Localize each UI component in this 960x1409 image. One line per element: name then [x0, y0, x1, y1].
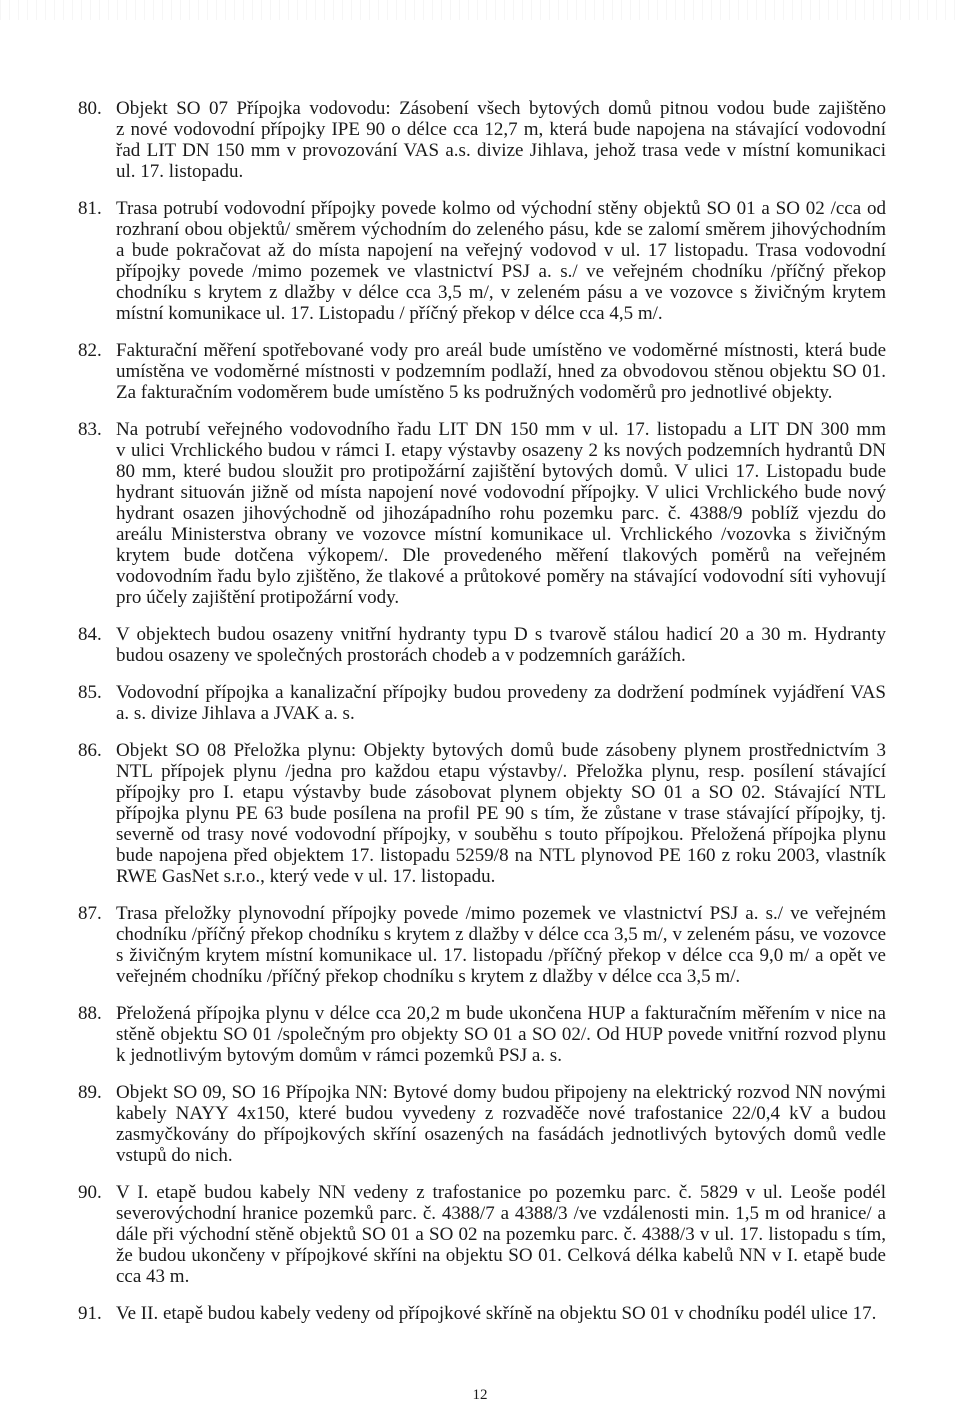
- paragraph-line: Objekt SO 08 Přeložka plynu: Objekty bytových domů bude zásobeny plynem prostřednictvím 3: [116, 740, 886, 761]
- numbered-paragraph: [78, 682, 886, 724]
- paragraph-line: Objekt SO 09, SO 16 Přípojka NN: Bytové domy budou připojeny na elektrický rozvod NN novými: [116, 1082, 886, 1103]
- paragraph-line: V I. etapě budou kabely NN vedeny z trafostanice po pozemku parc. č. 5829 v ul. Leoše podél: [116, 1182, 886, 1203]
- numbered-paragraph: [78, 198, 886, 324]
- paragraph-line: přípojka plynu PE 63 bude posílena na profil PE 90 s tím, že zůstane v trase stávající přípojky, tj.: [116, 803, 886, 824]
- numbered-paragraph: [78, 1003, 886, 1066]
- paragraph-line: v ulici Vrchlického budou v rámci I. etapy výstavby osazeny 2 ks nových podzemních hydrantů DN: [116, 440, 886, 461]
- paragraph-line: severně od trasy nové vodovodní přípojky, v souběhu s touto přípojkou. Přeložená přípojka plynu: [116, 824, 886, 845]
- paragraph-line: NTL přípojek plynu /jedna pro každou etapu výstavby/. Přeložka plynu, resp. posílení stávající: [116, 761, 886, 782]
- paragraph-line: hydrant situován jižně od místa napojení nové vodovodní přípojky. V ulici Vrchlického bude nový: [116, 482, 886, 503]
- paragraph-text: [116, 682, 886, 724]
- numbered-paragraph: [78, 1182, 886, 1287]
- paragraph-line: Trasa potrubí vodovodní přípojky povede kolmo od východní stěny objektů SO 01 a SO 02 /cca od: [116, 198, 886, 219]
- paragraph-line: veřejném chodníku /příčný překop chodníku s krytem z dlažby v délce cca 3,5 m/.: [116, 966, 741, 987]
- paragraph-line: Vodovodní přípojka a kanalizační přípojky budou provedeny za dodržení podmínek vyjádření VAS: [116, 682, 886, 703]
- paragraph-line: chodníku /příčný překop chodníku s krytem z dlažby v délce cca 3,5 m/, v zeleném pásu, ve vozovce: [116, 924, 886, 945]
- paragraph-line: Objekt SO 07 Přípojka vodovodu: Zásobení všech bytových domů pitnou vodou bude zajištěno: [116, 98, 886, 119]
- paragraph-line: ul. 17. listopadu.: [116, 161, 244, 182]
- paragraph-line: řad LIT DN 150 mm v provozování VAS a.s. divize Jihlava, jehož trasa vede v místní komunikaci: [116, 140, 886, 161]
- page-number: 12: [472, 1387, 488, 1403]
- paragraph-number: 83.: [78, 419, 102, 440]
- paragraph-line: severovýchodní hranice pozemků parc. č. 4388/7 a 4388/3 /ve vzdálenosti min. 1,5 m od hranice/ a: [116, 1203, 886, 1224]
- paragraph-text: [116, 1303, 886, 1324]
- paragraph-number: 80.: [78, 98, 102, 119]
- paragraph-line: areálu Ministerstva obrany ve vozovce místní komunikace ul. Vrchlického /vozovka s živičným: [116, 524, 886, 545]
- paragraph-line: budou osazeny ve společných prostorách chodeb a v podzemních garážích.: [116, 645, 686, 666]
- numbered-paragraph: [78, 98, 886, 182]
- paragraph-text: [116, 1003, 886, 1066]
- numbered-paragraph: [78, 340, 886, 403]
- paragraph-line: přípojky pro I. etapu výstavby bude zásobovat plynem objekty SO 01 a SO 02. Stávající NTL: [116, 782, 886, 803]
- paragraph-text: [116, 98, 886, 182]
- paragraph-text: [116, 340, 886, 403]
- paragraph-line: Přeložená přípojka plynu v délce cca 20,2 m bude ukončena HUP a fakturačním měřením v nice na: [116, 1003, 886, 1024]
- paragraph-line: Trasa přeložky plynovodní přípojky povede /mimo pozemek ve vlastnictví PSJ a. s./ ve veřejném: [116, 903, 886, 924]
- paragraph-line: místní komunikace ul. 17. Listopadu / příčný překop v délce cca 4,5 m/.: [116, 303, 663, 324]
- paragraph-number: 81.: [78, 198, 102, 219]
- document-body: [78, 98, 886, 1340]
- paragraph-line: Fakturační měření spotřebované vody pro areál bude umístěno ve vodoměrné místnosti, která bude: [116, 340, 886, 361]
- paragraph-number: 82.: [78, 340, 102, 361]
- numbered-paragraph: [78, 903, 886, 987]
- paragraph-text: [116, 740, 886, 887]
- paragraph-text: [116, 1082, 886, 1166]
- paragraph-line: a. s. divize Jihlava a JVAK a. s.: [116, 703, 355, 724]
- paragraph-line: 80 mm, které budou sloužit pro protipožární zajištění bytových domů. V ulici 17. Listopadu bude: [116, 461, 886, 482]
- numbered-paragraph: [78, 1082, 886, 1166]
- paragraph-line: k jednotlivým bytovým domům v rámci pozemků PSJ a. s.: [116, 1045, 562, 1066]
- numbered-paragraph: [78, 624, 886, 666]
- paragraph-line: vodovodním řadu bylo zjištěno, že tlakové a průtokové poměry na stávající vodovodní síti vyhovují: [116, 566, 886, 587]
- paragraph-number: 86.: [78, 740, 102, 761]
- paragraph-line: přípojky povede /mimo pozemek ve vlastnictví PSJ a. s./ ve veřejném chodníku /příčný překop: [116, 261, 886, 282]
- paragraph-text: [116, 198, 886, 324]
- paragraph-line: bude napojena před objektem 17. listopadu 5259/8 na NTL plynovod PE 160 z roku 2003, vlastník: [116, 845, 886, 866]
- paragraph-line: s živičným krytem místní komunikace ul. 17. listopadu /příčný překop v délce cca 9,0 m/ a opět ve: [116, 945, 886, 966]
- paragraph-number: 90.: [78, 1182, 102, 1203]
- paragraph-text: [116, 419, 886, 608]
- paragraph-number: 84.: [78, 624, 102, 645]
- paragraph-text: [116, 903, 886, 987]
- paragraph-line: že budou ukončeny v přípojkové skříni na objektu SO 01. Celková délka kabelů NN v I. etapě bude: [116, 1245, 886, 1266]
- paragraph-number: 91.: [78, 1303, 102, 1324]
- paragraph-line: Ve II. etapě budou kabely vedeny od přípojkové skříně na objektu SO 01 v chodníku podél ulice 17.: [116, 1303, 877, 1324]
- paragraph-line: Na potrubí veřejného vodovodního řadu LIT DN 150 mm v ul. 17. listopadu a LIT DN 300 mm: [116, 419, 886, 440]
- paragraph-line: V objektech budou osazeny vnitřní hydranty typu D s tvarově stálou hadicí 20 a 30 m. Hydranty: [116, 624, 886, 645]
- paragraph-number: 88.: [78, 1003, 102, 1024]
- numbered-paragraph: [78, 419, 886, 608]
- paragraph-line: krytem bude dotčena výkopem/. Dle provedeného měření tlakových poměrů na veřejném: [116, 545, 886, 566]
- paragraph-line: a bude pokračovat až do místa napojení na veřejný vodovod v ul. 17 listopadu. Trasa vodovodní: [116, 240, 886, 261]
- paragraph-text: [116, 1182, 886, 1287]
- paragraph-line: cca 43 m.: [116, 1266, 190, 1287]
- numbered-paragraph: [78, 740, 886, 887]
- paragraph-number: 85.: [78, 682, 102, 703]
- paragraph-line: rozhraní obou objektů/ směrem východním do zeleného pásu, kde se zalomí směrem jihovýchodním: [116, 219, 886, 240]
- paragraph-line: dále při východní stěně objektů SO 01 a SO 02 na pozemku parc. č. 4388/3 v ul. 17. listopadu s tím,: [116, 1224, 886, 1245]
- paragraph-line: umístěna ve vodoměrné místnosti v podzemním podlaží, hned za obvodovou stěnou objektu SO 01.: [116, 361, 886, 382]
- paragraph-line: z nové vodovodní přípojky IPE 90 o délce cca 12,7 m, která bude napojena na stávající vodovodní: [116, 119, 886, 140]
- paragraph-line: pro účely zajištění protipožární vody.: [116, 587, 400, 608]
- scan-edge-noise: [0, 0, 960, 20]
- paragraph-line: hydrant osazen jihovýchodně od jihozápadního rohu pozemku parc. č. 4388/9 poblíž vjezdu do: [116, 503, 886, 524]
- paragraph-line: Za fakturačním vodoměrem bude umístěno 5 ks podružných vodoměrů pro jednotlivé objekty.: [116, 382, 833, 403]
- paragraph-number: 87.: [78, 903, 102, 924]
- paragraph-number: 89.: [78, 1082, 102, 1103]
- paragraph-line: chodníku s krytem z dlažby v délce cca 3,5 m/, v zeleném pásu a ve vozovce s živičným krytem: [116, 282, 886, 303]
- numbered-paragraph: [78, 1303, 886, 1324]
- paragraph-line: stěně objektu SO 01 /společným pro objekty SO 01 a SO 02/. Od HUP povede vnitřní rozvod plynu: [116, 1024, 886, 1045]
- paragraph-line: RWE GasNet s.r.o., který vede v ul. 17. listopadu.: [116, 866, 496, 887]
- paragraph-line: zasmyčkovány do přípojkových skříní osazených na fasádách jednotlivých bytových domů vedle: [116, 1124, 886, 1145]
- paragraph-text: [116, 624, 886, 666]
- paragraph-line: vstupů do nich.: [116, 1145, 233, 1166]
- paragraph-line: kabely NAYY 4x150, které budou vyvedeny z rozvaděče nové trafostanice 22/0,4 kV a budou: [116, 1103, 886, 1124]
